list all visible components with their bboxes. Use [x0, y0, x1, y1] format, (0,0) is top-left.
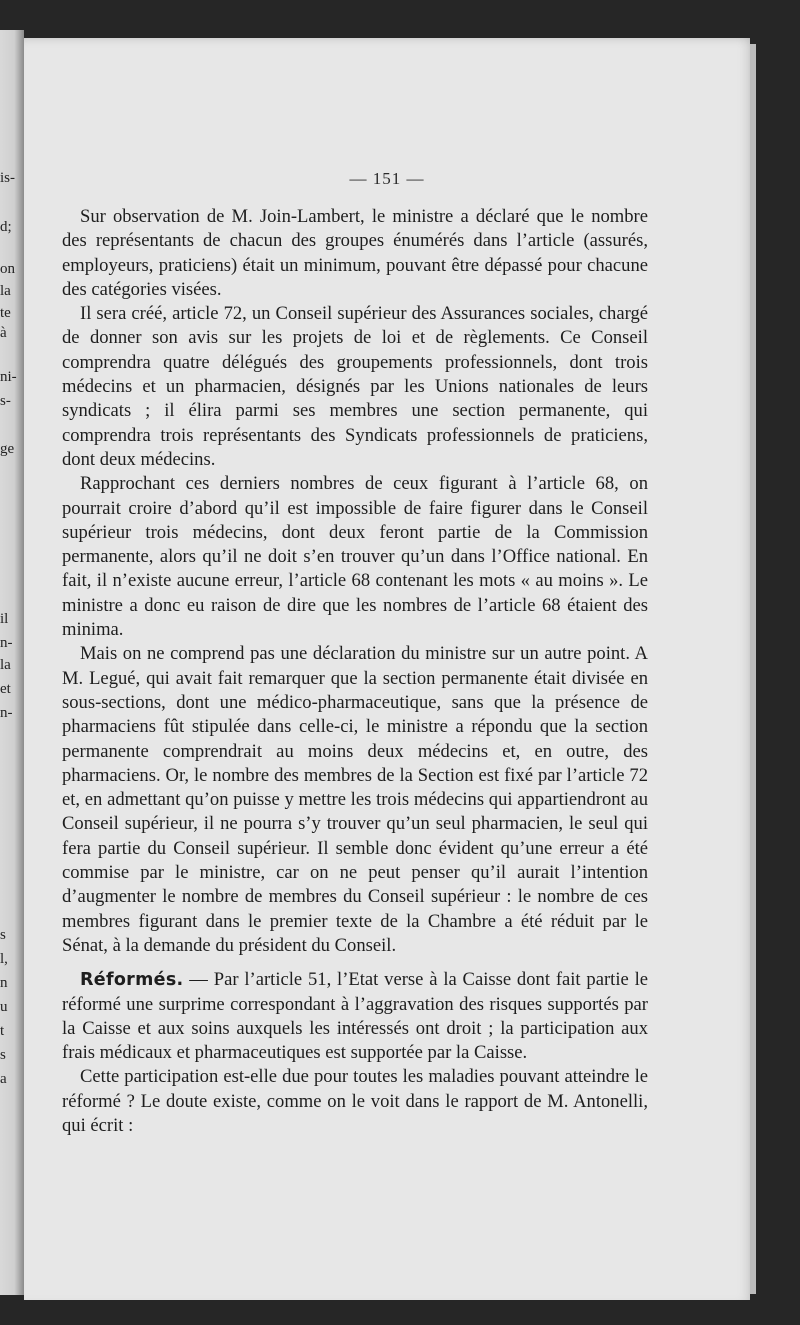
margin-fragment: et — [0, 681, 11, 697]
paragraph: Cette participation est-elle due pour toutes les maladies pouvant atteindre le réformé ? Le doute existe, comme on le voit dans le rapport de M. Antonelli, qui écrit : — [62, 1066, 648, 1136]
section-paragraph — [62, 968, 648, 1065]
margin-fragment: is- — [0, 170, 15, 186]
margin-fragment: u — [0, 999, 8, 1015]
margin-fragment: on — [0, 261, 15, 277]
margin-fragment: il — [0, 611, 9, 627]
paragraph: Rapprochant ces derniers nombres de ceux figurant à l’article 68, on pourrait croire d’abord qu’il est impossible de faire figurer dans le Conseil supérieur trois médecins, dont deux feront partie de la Commission permanente, alors qu’il ne doit s’en trouver qu’un dans l’Office national. En fait, il n’existe aucune erreur, l’article 68 contenant les mots « au moins ». Le ministre a donc eu raison de dire que les nombres de l’article 68 étaient des minima. — [62, 473, 648, 641]
margin-fragment: t — [0, 1023, 5, 1039]
paragraph: Sur observation de M. Join-Lambert, le ministre a déclaré que le nombre des représentants de chacun des groupes énumérés dans l’article (assurés, employeurs, praticiens) était un minimum, pouvant être dépassé pour chacune des catégories visées. — [62, 206, 648, 300]
margin-fragment: l, — [0, 951, 8, 967]
page-number: — 151 — — [349, 169, 425, 188]
margin-fragment: a — [0, 1071, 7, 1087]
margin-fragment: la — [0, 657, 11, 673]
margin-fragment: s- — [0, 393, 11, 409]
margin-fragment: ni- — [0, 369, 17, 385]
page-body — [62, 205, 648, 1138]
section-heading: Réformés. — [80, 970, 184, 991]
previous-page-edge — [0, 30, 24, 1295]
margin-fragment: n- — [0, 705, 13, 721]
page-edge-shadow — [750, 44, 756, 1294]
margin-fragment: d; — [0, 219, 12, 235]
margin-fragment: s — [0, 927, 6, 943]
margin-fragment: à — [0, 325, 7, 341]
margin-fragment: s — [0, 1047, 6, 1063]
paragraph: Il sera créé, article 72, un Conseil supérieur des Assurances sociales, chargé de donner son avis sur les projets de loi et de règlements. Ce Conseil comprendra quatre délégués des groupements professionnels, dont trois médecins et un pharmacien, désignés par les Unions nationales de leurs syndicats ; il élira parmi ses membres une section permanente, qui comprendra trois représentants des Syndicats professionnels de praticiens, dont deux médecins. — [62, 303, 648, 470]
book-page — [24, 38, 750, 1300]
margin-fragment: te — [0, 305, 11, 321]
margin-fragment: ge — [0, 441, 15, 457]
margin-fragment: la — [0, 283, 11, 299]
section-text: — Par l’article 51, l’Etat verse à la Caisse dont fait partie le réformé une surprime correspondant à l’aggravation des risques supportés par la Caisse et aux soins auxquels les intéressés ont droit ; la participation aux frais médicaux et pharmaceutiques est supportée par la Caisse. — [62, 969, 648, 1064]
margin-fragment: n- — [0, 635, 13, 651]
paragraph: Mais on ne comprend pas une déclaration du ministre sur un autre point. A M. Legué, qui avait fait remarquer que la section permanente était divisée en sous-sections, dont une médico-pharmaceutique, sans que la présence de pharmaciens fût stipulée dans celle-ci, le ministre a répondu que la section permanente comprendrait au moins deux médecins et, en outre, des pharmaciens. Or, le nombre des membres de la Section est fixé par l’article 72 et, en admettant qu’on puisse y mettre les trois médecins qui appartiendront au Conseil supérieur, il ne pourra s’y trouver qu’un seul pharmacien, le seul qui fera partie du Conseil supérieur. Il semble donc évident qu’une erreur a été commise par le ministre, car on ne peut penser qu’il aurait l’intention d’augmenter le nombre de membres du Conseil supérieur : le nombre de ces membres figurant dans le premier texte de la Chambre a été réduit par le Sénat, à la demande du président du Conseil. — [62, 643, 648, 956]
margin-fragment: n — [0, 975, 8, 991]
